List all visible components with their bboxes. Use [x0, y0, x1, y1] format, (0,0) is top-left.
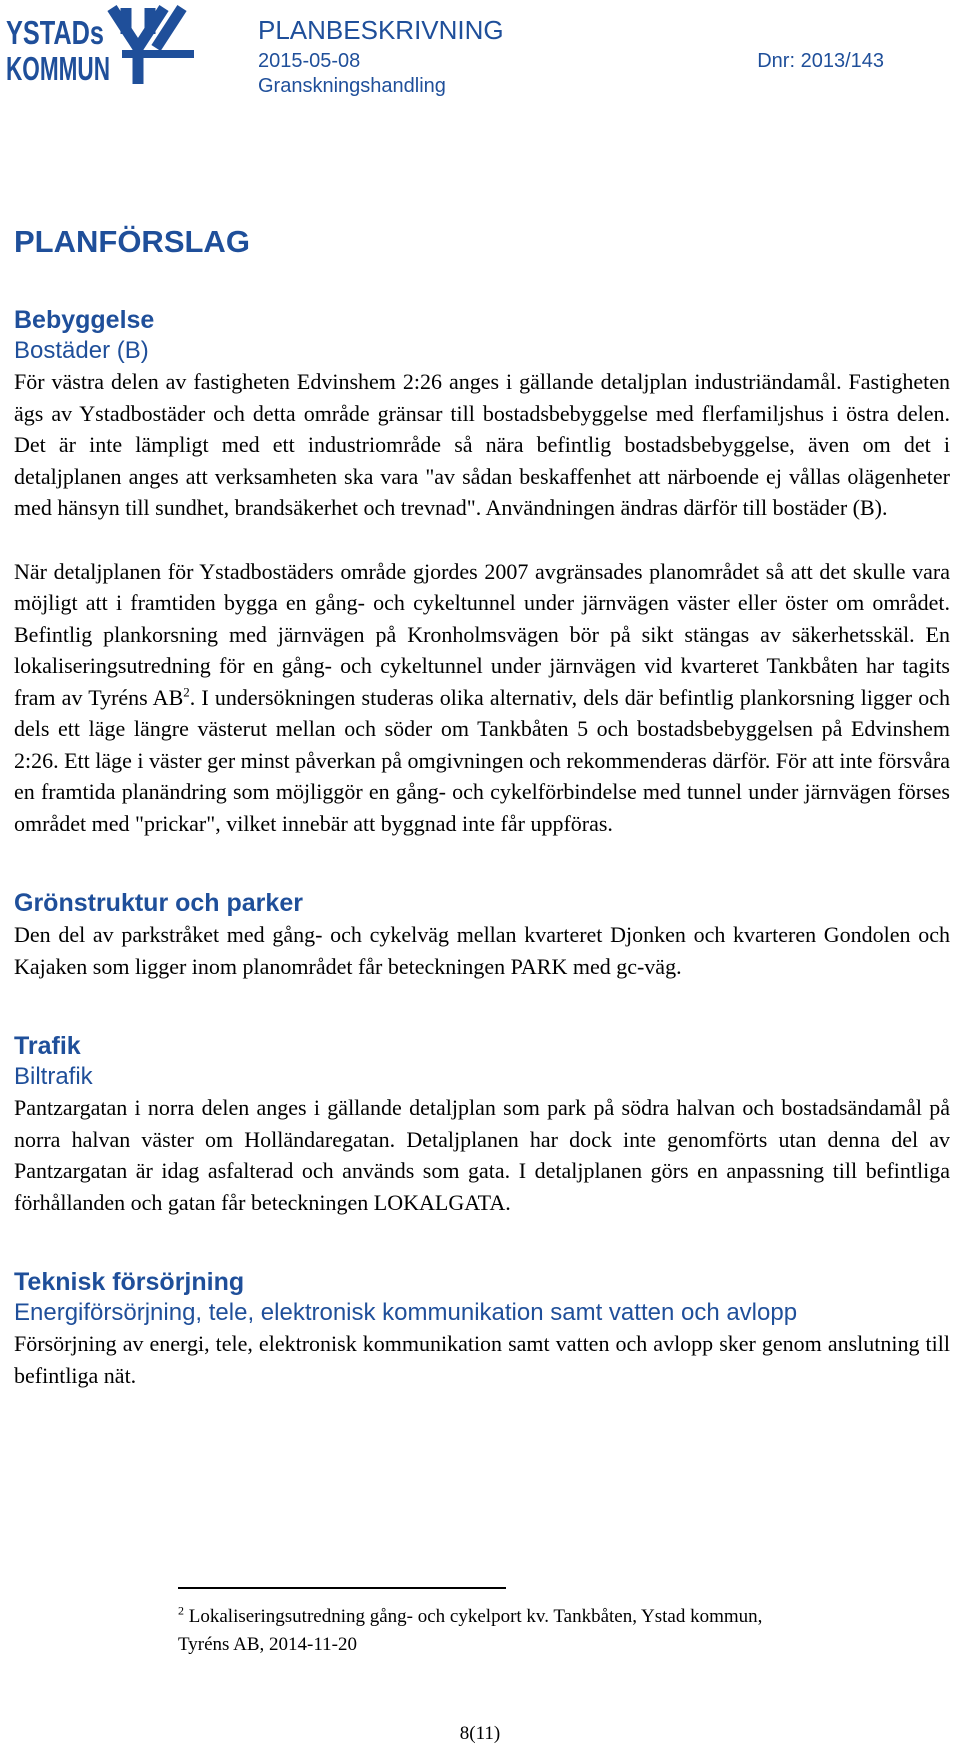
logo-graphic	[6, 4, 198, 86]
footnote	[178, 1603, 818, 1659]
paragraph-teknisk: Försörjning av energi, tele, elektronisk kommunikation samt vatten och avlopp sker genom anslutning till befintliga nät.	[14, 1331, 950, 1388]
paragraph-bebyggelse-2	[14, 556, 950, 840]
document-status: Granskningshandling	[258, 75, 446, 97]
ystads-kommun-logo	[6, 4, 198, 86]
main-heading: PLANFÖRSLAG	[14, 224, 250, 259]
document-type-title: PLANBESKRIVNING	[258, 15, 504, 45]
svg-text:KOMMUN: KOMMUN	[6, 50, 110, 86]
footnote-text: Lokaliseringsutredning gång- och cykelport kv. Tankbåten, Ystad kommun, Tyréns AB, 2014-11-20	[178, 1606, 763, 1655]
paragraph-text: När detaljplanen för Ystadbostäders område gjordes 2007 avgränsades planområdet så att det skulle vara möjligt att i framtiden bygga en gång- och cykeltunnel under järnvägen väster eller öster om området. Befintlig plankorsning med järnvägen på Kronholmsvägen bör på sikt stängas av säkerhetsskäl. En lokaliseringsutredning för en gång- och cykeltunnel under järnvägen vid kvarteret Tankbåten har tagits fram av Tyréns AB	[14, 558, 950, 710]
section-heading-gronstruktur: Grönstruktur och parker	[14, 889, 303, 917]
footnote-separator	[178, 1587, 506, 1589]
svg-text:YSTADs: YSTADs	[6, 14, 104, 51]
footnote-number: 2	[178, 1603, 184, 1618]
section-heading-teknisk: Teknisk försörjning	[14, 1268, 245, 1296]
subheading-biltrafik: Biltrafik	[14, 1063, 93, 1090]
page-number: 8(11)	[459, 1723, 501, 1744]
section-heading-bebyggelse: Bebyggelse	[14, 306, 155, 334]
section-heading-trafik: Trafik	[14, 1032, 81, 1060]
subheading-bostader: Bostäder (B)	[14, 337, 149, 364]
document-dnr: Dnr: 2013/143	[757, 50, 884, 72]
subheading-energiforsorjning: Energiförsörjning, tele, elektronisk kommunikation samt vatten och avlopp	[14, 1299, 798, 1326]
document-body	[14, 222, 950, 1391]
paragraph-text: . I undersökningen studeras olika alternativ, dels där befintlig plankorsning ligger och dels ett läge längre västerut mellan och söder om Tankbåten 5 och bostadsbebyggelsen på Edvinshem 2:26. Ett läge i väster ger minst påverkan på omgivningen och rekommenderas därför. För att inte försvåra en framtida planändring som möjliggör en gång- och cykelförbindelse med tunnel under järnvägen förses området med "prickar", vilket innebär att byggnad inte får uppföras.	[14, 684, 950, 836]
document-date: 2015-05-08	[258, 50, 361, 72]
paragraph-gronstruktur: Den del av parkstråket med gång- och cykelväg mellan kvarteret Djonken och kvarteren Gondolen och Kajaken som ligger inom planområdet får beteckningen PARK med gc-väg.	[14, 922, 950, 979]
paragraph-trafik: Pantzargatan i norra delen anges i gällande detaljplan som park på södra halvan och bostadsändamål på norra halvan väster om Holländaregatan. Detaljplanen har dock inte genomförts utan denna del av Pantzargatan är idag asfalterad och används som gata. I detaljplanen görs en anpassning till befintliga förhållanden och gatan får beteckningen LOKALGATA.	[14, 1095, 950, 1215]
paragraph-bebyggelse-1: För västra delen av fastigheten Edvinshem 2:26 anges i gällande detaljplan industriändamål. Fastigheten ägs av Ystadbostäder och detta område gränsar till bostadsbebyggelse med flerfamiljshus i östra delen. Det är inte lämpligt med ett industriområde så nära befintlig bostadsbebyggelse, även om det i detaljplanen anges att verksamheten ska vara "av sådan beskaffenhet att närboende ej vållas olägenheter med hänsyn till sundhet, brandsäkerhet och trevnad". Användningen ändras därför till bostäder (B).	[14, 369, 950, 520]
footnote-reference: 2	[183, 684, 190, 700]
